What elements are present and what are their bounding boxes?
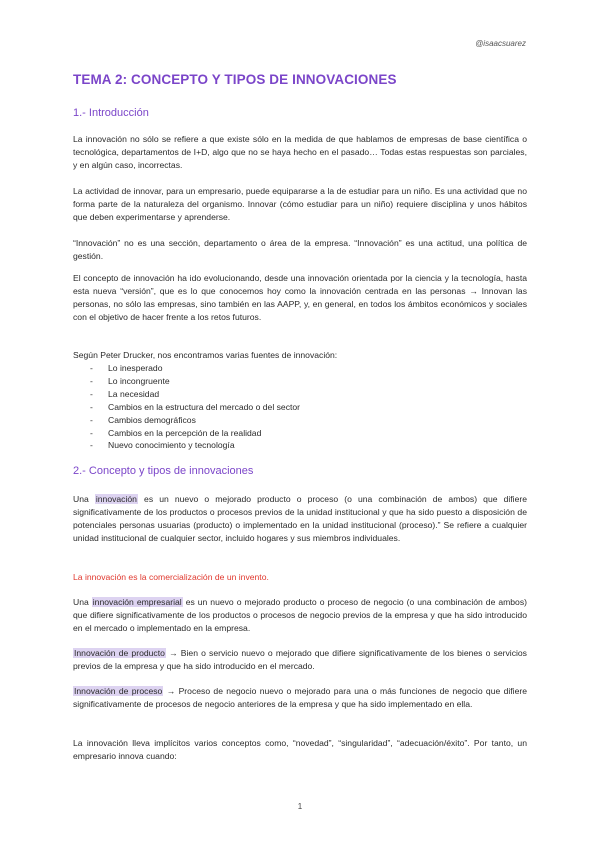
- definition-text: → Proceso de negocio nuevo o mejorado para una o más funciones de negocio que difiere significativamente de procesos de negocio anteriores de la empresa y que ha sido implementado en ella.: [73, 686, 527, 709]
- paragraph-intro-2: La actividad de innovar, para un empresario, puede equipararse a la de estudiar para un niño. Es una actividad que no forma parte de la naturaleza del organismo. Innovar (cómo estudiar para un niño) requiere disciplina y unos hábitos que deben experimentarse y aprenderse.: [73, 186, 527, 222]
- paragraph-innovation-definition: [73, 493, 527, 545]
- section-heading-concept: 2.- Concepto y tipos de innovaciones: [73, 465, 254, 477]
- definition-text: → Bien o servicio nuevo o mejorado que difiere significativamente de los bienes o servicios previos de la empresa y que ha sido introducido en el mercado.: [73, 648, 527, 671]
- author-handle: @isaacsuarez: [475, 39, 526, 48]
- definition-text: es un nuevo o mejorado producto o proceso de negocio (o una combinación de ambos) que difiere significativamente de los productos o procesos de negocio previos de la empresa y que ha sido introducido en el mercado o implementado en la empresa.: [73, 597, 527, 633]
- list-item: - Lo inesperado: [88, 362, 300, 375]
- paragraph-concepts: La innovación lleva implícitos varios conceptos como, “novedad”, “singularidad”, “adecuación/éxito”. Por tanto, un empresario innova cuando:: [73, 738, 527, 761]
- highlighted-term-innovacion-empresarial: innovación empresarial: [92, 597, 182, 607]
- list-item: - Nuevo conocimiento y tecnología: [88, 439, 300, 452]
- paragraph-intro-3: “Innovación” no es una sección, departamento o área de la empresa. “Innovación” es una actitud, una política de gestión.: [73, 238, 527, 261]
- highlighted-term-innovacion: innovación: [95, 494, 137, 504]
- paragraph-intro-1: La innovación no sólo se refiere a que existe sólo en la medida de que hablamos de empresas de base científica o tecnológica, departamentos de I+D, algo que no se haya hecho en el pasado… Todas estas respuestas son parciales, y en algún caso, incorrectas.: [73, 134, 527, 170]
- paragraph-product-innovation: [73, 647, 527, 673]
- list-item: - Cambios demográficos: [88, 414, 300, 427]
- page-title: TEMA 2: CONCEPTO Y TIPOS DE INNOVACIONES: [73, 72, 397, 87]
- drucker-sources-list: [88, 362, 300, 452]
- red-statement: La innovación es la comercialización de un invento.: [73, 572, 269, 582]
- list-item: - Cambios en la estructura del mercado o del sector: [88, 401, 300, 414]
- highlighted-term-innovacion-proceso: Innovación de proceso: [74, 686, 163, 696]
- definition-text: es un nuevo o mejorado producto o proceso (o una combinación de ambos) que difiere significativamente de los productos o procesos previos de la unidad institucional y que ha sido puesto a disposición de potenciales personas usuarias (producto) o implementado en la unidad institucional (proceso).” Se refiere a cualquier unidad institucional de cualquier sector, incluido hogares y sus miembros individuales.: [73, 494, 527, 543]
- list-item: - Lo incongruente: [88, 375, 300, 388]
- highlighted-term-innovacion-producto: Innovación de producto: [74, 648, 165, 658]
- paragraph-intro-4: El concepto de innovación ha ido evolucionando, desde una innovación orientada por la ciencia y la tecnología, hasta esta nueva “versión”, que es lo que conocemos hoy como la innovación centrada en las personas → Innovan las personas, no sólo las empresas, sino también en las AAPP, y, en general, en todos los ámbitos económicos y sociales con el objetivo de hacer frente a los retos futuros.: [73, 273, 527, 322]
- paragraph-process-innovation: [73, 685, 527, 711]
- page-number: 1: [297, 802, 303, 811]
- list-item: - La necesidad: [88, 388, 300, 401]
- list-item: - Cambios en la percepción de la realidad: [88, 427, 300, 440]
- definition-prefix: Una: [73, 597, 92, 607]
- paragraph-drucker-intro: Según Peter Drucker, nos encontramos varias fuentes de innovación:: [73, 350, 338, 360]
- definition-prefix: Una: [73, 494, 95, 504]
- paragraph-business-innovation: [73, 596, 527, 635]
- section-heading-introduction: 1.- Introducción: [73, 107, 149, 119]
